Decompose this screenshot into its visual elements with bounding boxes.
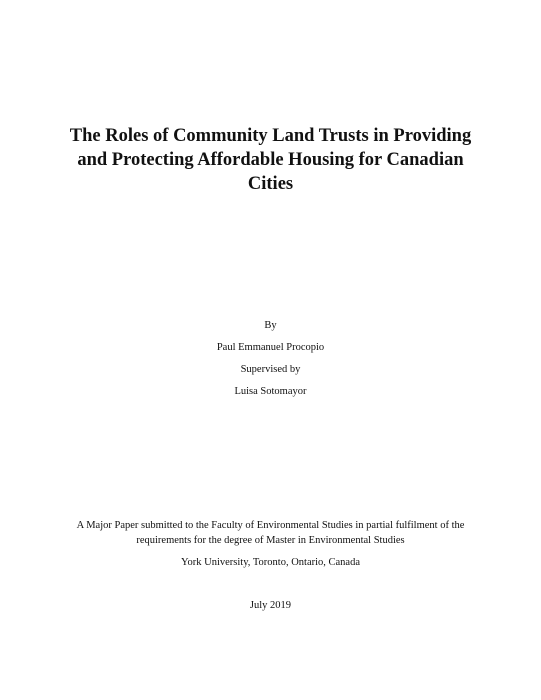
- supervised-by-label: Supervised by: [240, 364, 301, 375]
- title-line-2: and Protecting Affordable Housing for Canadian: [77, 150, 464, 170]
- author-name: Paul Emmanuel Procopio: [216, 342, 325, 353]
- title-line-3: Cities: [247, 174, 294, 194]
- supervisor-name: Luisa Sotomayor: [234, 386, 307, 397]
- submission-line-2: requirements for the degree of Master in Environmental Studies: [136, 534, 405, 546]
- submission-line-1: A Major Paper submitted to the Faculty of Environmental Studies in partial fulfilment of the: [76, 520, 465, 531]
- institution: York University, Toronto, Ontario, Canada: [180, 557, 360, 568]
- submission-statement: [40, 519, 501, 548]
- by-label: By: [264, 320, 277, 331]
- title-line-1: The Roles of Community Land Trusts in Providing: [69, 126, 472, 146]
- submission-date: July 2019: [249, 600, 292, 611]
- paper-title: [60, 124, 481, 196]
